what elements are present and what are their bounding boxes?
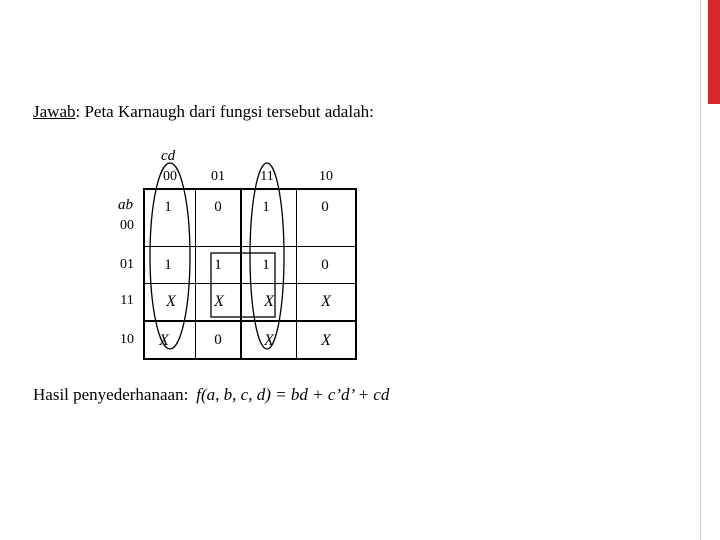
group-box-bd [211,253,275,317]
cell-10-11: X [264,332,274,349]
cell-10-01: 0 [214,332,222,348]
cell-10-10: X [321,332,331,349]
heading-text: : Peta Karnaugh dari fungsi tersebut adalah: [75,102,374,121]
row-label-01: 01 [120,257,134,272]
row-label-10: 10 [120,332,134,347]
row-label-00: 00 [120,218,134,233]
cell-11-10: X [321,293,331,310]
col-label-01: 01 [211,169,225,184]
cell-10-00: X [159,332,169,349]
cell-01-01: 1 [214,257,222,273]
col-variable-label: cd [161,148,176,164]
result-formula: f(a, b, c, d) = bd + c’d’ + cd [196,385,390,404]
cell-01-11: 1 [262,257,270,273]
cell-01-00: 1 [164,257,172,273]
col-label-11: 11 [260,169,274,184]
col-label-10: 10 [319,169,333,184]
cell-00-11: 1 [262,199,270,215]
cell-01-10: 0 [321,257,329,273]
cell-11-01: X [214,293,224,310]
col-label-00: 00 [163,169,177,184]
heading-underlined: Jawab [33,102,76,121]
cell-00-00: 1 [164,199,172,215]
cell-11-11: X [264,293,274,310]
cell-00-01: 0 [214,199,222,215]
group-loop-cd [250,163,284,349]
simplification-result [33,385,389,405]
row-label-11: 11 [120,293,134,308]
cell-00-10: 0 [321,199,329,215]
result-label: Hasil penyederhanaan: [33,385,189,404]
cell-11-00: X [166,293,176,310]
group-loop-c-prime-d-prime [150,163,190,349]
row-variable-label: ab [118,197,133,213]
